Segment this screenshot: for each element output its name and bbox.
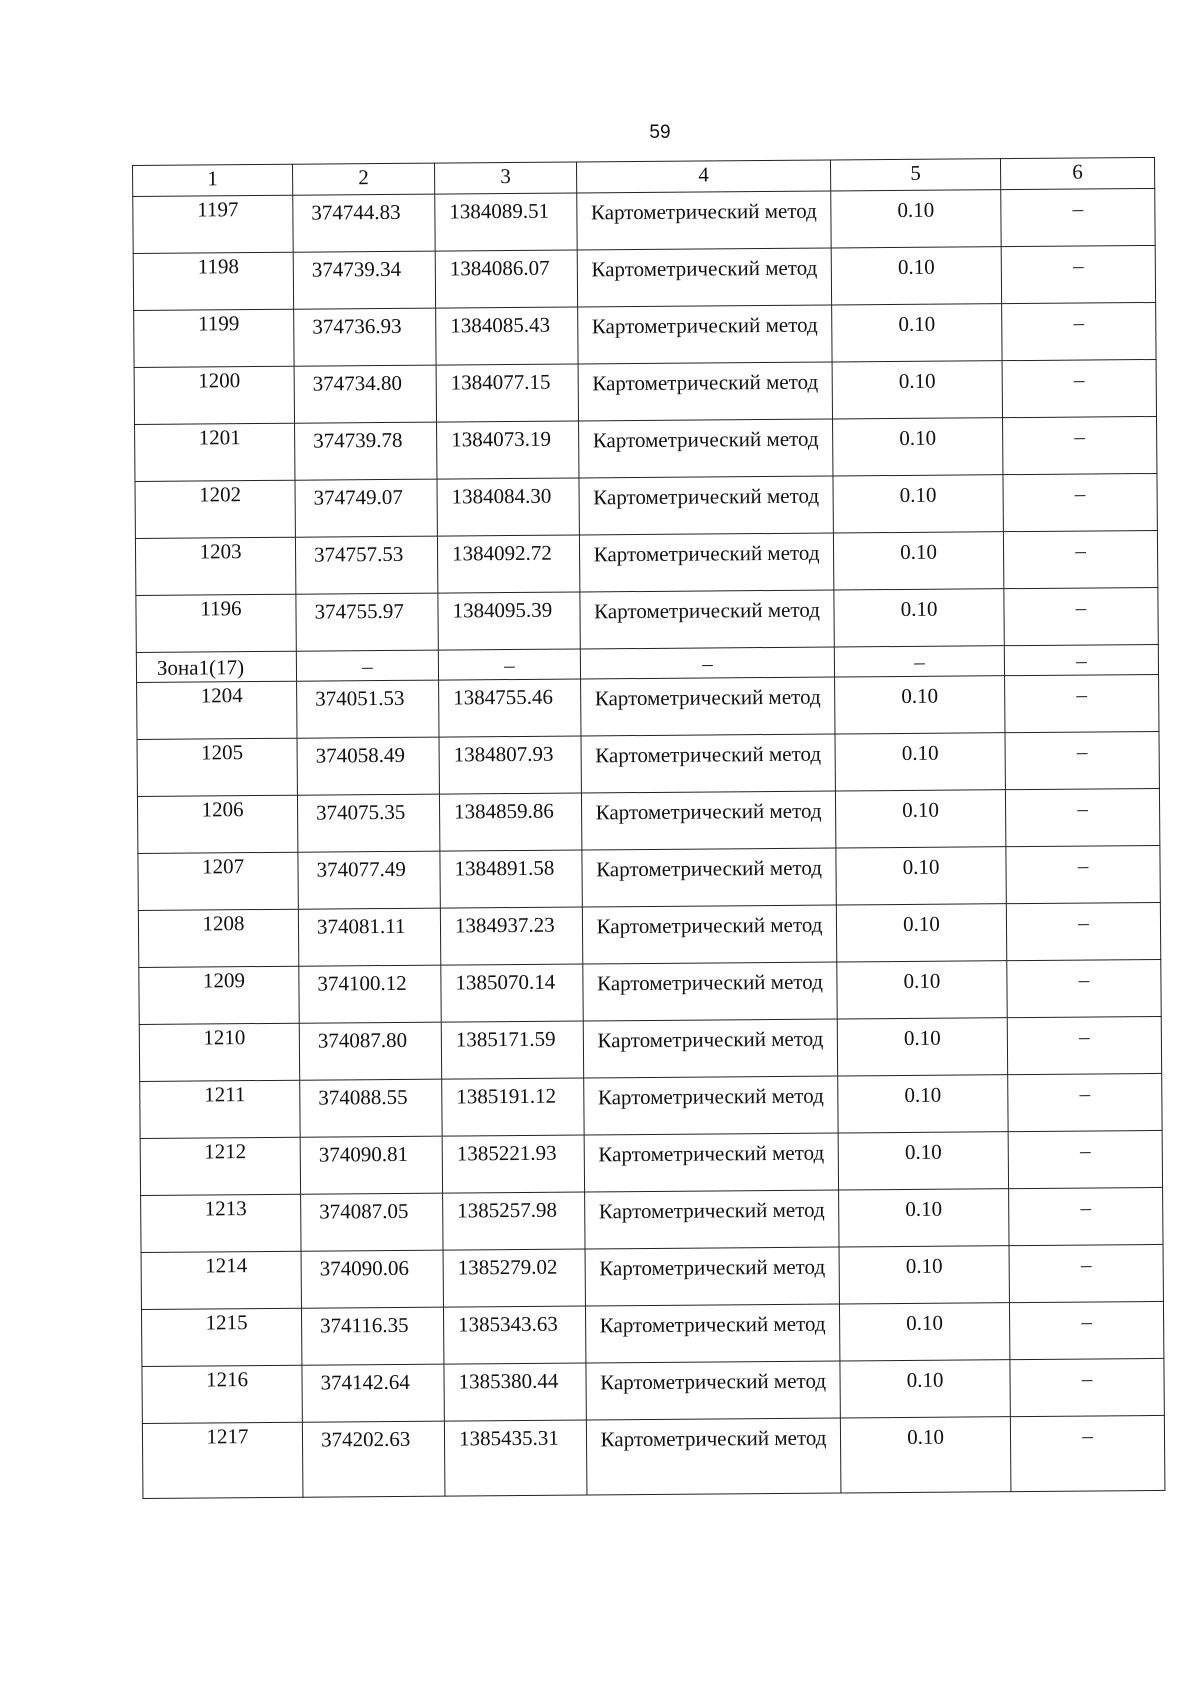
table-cell-c5: 0.10 <box>838 1132 1008 1190</box>
table-row <box>139 959 1161 1024</box>
table-cell-c5: 0.10 <box>838 1075 1008 1133</box>
table-body <box>133 188 1165 1498</box>
table-cell-c4: Картометрический метод <box>579 533 833 592</box>
table-cell-c4: Картометрический метод <box>577 248 831 307</box>
table-cell-c1: Зона1(17) <box>136 651 296 682</box>
table-cell-c5: 0.10 <box>833 532 1003 590</box>
table-cell-c5: 0.10 <box>835 676 1005 734</box>
table-cell-c2: 374736.93 <box>294 308 436 366</box>
table-cell-c4: Картометрический метод <box>585 1247 839 1306</box>
table-cell-c2: 374090.81 <box>300 1136 442 1194</box>
table-cell-c4: Картометрический метод <box>578 305 832 364</box>
table-cell-c5: 0.10 <box>833 418 1003 476</box>
header-cell-3: 3 <box>434 162 576 194</box>
table-cell-c4: Картометрический метод <box>583 962 837 1021</box>
table-cell-c6: – <box>1005 674 1159 732</box>
table-cell-c3: – <box>438 649 580 680</box>
table-cell-c4: Картометрический метод <box>581 677 835 736</box>
table-cell-c3: 1385171.59 <box>441 1021 583 1079</box>
table-row <box>141 1187 1163 1252</box>
table-cell-c6: – <box>1006 845 1160 903</box>
table-cell-c1: 1214 <box>141 1251 301 1309</box>
table-cell-c2: 374088.55 <box>300 1079 442 1137</box>
table-cell-c3: 1384859.86 <box>439 793 581 851</box>
table-row <box>136 587 1158 652</box>
table-cell-c4: Картометрический метод <box>585 1190 839 1249</box>
table-cell-c4: Картометрический метод <box>586 1418 841 1495</box>
table-row <box>135 416 1157 481</box>
page-number: 59 <box>649 122 671 143</box>
table-row <box>135 473 1157 538</box>
table-cell-c3: 1385070.14 <box>441 964 583 1022</box>
header-cell-4: 4 <box>576 160 830 193</box>
table-row <box>141 1301 1163 1366</box>
table-cell-c3: 1384073.19 <box>437 421 579 479</box>
table-cell-c1: 1197 <box>133 195 293 253</box>
table-cell-c1: 1196 <box>136 594 296 652</box>
table-cell-c1: 1204 <box>137 681 297 739</box>
table-cell-c1: 1216 <box>142 1365 302 1423</box>
table-cell-c4: Картометрический метод <box>582 905 836 964</box>
table-cell-c1: 1203 <box>135 537 295 595</box>
table-cell-c1: 1202 <box>135 480 295 538</box>
table-cell-c4: Картометрический метод <box>582 848 836 907</box>
table-cell-c6: – <box>1010 1358 1164 1416</box>
table-row <box>134 302 1156 367</box>
table-row <box>142 1415 1165 1498</box>
table-cell-c5: 0.10 <box>837 961 1007 1019</box>
table-cell-c5: 0.10 <box>836 904 1006 962</box>
table-cell-c3: 1384095.39 <box>438 592 580 650</box>
table-cell-c6: – <box>1007 959 1161 1017</box>
table-cell-c1: 1200 <box>134 366 294 424</box>
table-cell-c3: 1384086.07 <box>435 250 577 308</box>
table-cell-c1: 1215 <box>141 1308 301 1366</box>
table-cell-c2: 374744.83 <box>293 194 435 252</box>
table-cell-c2: 374051.53 <box>297 680 439 738</box>
table-cell-c3: 1384085.43 <box>436 307 578 365</box>
table-row <box>137 788 1159 853</box>
table-row <box>138 845 1160 910</box>
header-cell-5: 5 <box>830 159 1000 191</box>
table-cell-c4: Картометрический метод <box>580 590 834 649</box>
table-cell-c3: 1385257.98 <box>443 1192 585 1250</box>
table-cell-c3: 1385279.02 <box>443 1249 585 1307</box>
table-cell-c4: Картометрический метод <box>583 1019 837 1078</box>
table-cell-c5: 0.10 <box>840 1417 1011 1493</box>
table-cell-c4: Картометрический метод <box>579 419 833 478</box>
table-cell-c3: 1384807.93 <box>439 736 581 794</box>
table-cell-c6: – <box>1005 788 1159 846</box>
table-cell-c4: Картометрический метод <box>578 362 832 421</box>
table-cell-c4: – <box>580 647 834 679</box>
table-cell-c3: 1384092.72 <box>437 535 579 593</box>
table-cell-c5: 0.10 <box>839 1246 1009 1304</box>
table-cell-c1: 1207 <box>138 852 298 910</box>
table-row <box>133 188 1155 253</box>
table-cell-c6: – <box>1002 359 1156 417</box>
table-cell-c6: – <box>1009 1244 1163 1302</box>
table-row <box>135 530 1157 595</box>
table-cell-c5: 0.10 <box>832 304 1002 362</box>
table-cell-c3: 1384937.23 <box>440 907 582 965</box>
table-cell-c2: 374739.34 <box>293 251 435 309</box>
table-row <box>134 359 1156 424</box>
table-cell-c3: 1385191.12 <box>442 1078 584 1136</box>
table-cell-c3: 1384755.46 <box>439 679 581 737</box>
table-cell-c4: Картометрический метод <box>577 191 831 250</box>
table-cell-c3: 1385343.63 <box>443 1306 585 1364</box>
table-cell-c5: 0.10 <box>835 733 1005 791</box>
table-cell-c5: 0.10 <box>839 1303 1009 1361</box>
table-cell-c1: 1208 <box>138 909 298 967</box>
table-cell-c2: 374058.49 <box>297 737 439 795</box>
table-cell-c1: 1199 <box>134 309 294 367</box>
table-cell-c2: 374087.80 <box>299 1022 441 1080</box>
table-cell-c6: – <box>1008 1130 1162 1188</box>
table-row <box>141 1244 1163 1309</box>
table-cell-c3: 1384089.51 <box>435 193 577 251</box>
table-cell-c2: 374757.53 <box>295 536 437 594</box>
table-cell-c3: 1385221.93 <box>442 1135 584 1193</box>
table-cell-c4: Картометрический метод <box>581 734 835 793</box>
table-cell-c5: 0.10 <box>832 361 1002 419</box>
table-cell-c2: 374087.05 <box>301 1193 443 1251</box>
table-cell-c5: 0.10 <box>837 1018 1007 1076</box>
table-cell-c1: 1211 <box>140 1080 300 1138</box>
table-cell-c2: 374116.35 <box>301 1307 443 1365</box>
table-cell-c2: – <box>296 650 438 681</box>
table-cell-c2: 374100.12 <box>299 965 441 1023</box>
table-cell-c6: – <box>1003 530 1157 588</box>
header-cell-1: 1 <box>133 164 293 196</box>
table-cell-c6: – <box>1009 1187 1163 1245</box>
table-row <box>142 1358 1164 1423</box>
table-cell-c2: 374755.97 <box>296 593 438 651</box>
table-cell-c3: 1385435.31 <box>444 1420 587 1496</box>
table-cell-c5: 0.10 <box>839 1189 1009 1247</box>
table-cell-c5: 0.10 <box>840 1360 1010 1418</box>
header-cell-2: 2 <box>292 163 434 195</box>
table-cell-c1: 1217 <box>142 1422 303 1498</box>
table-cell-c6: – <box>1004 587 1158 645</box>
table-cell-c2: 374077.49 <box>298 851 440 909</box>
table-row <box>140 1073 1162 1138</box>
table-cell-c1: 1198 <box>133 252 293 310</box>
table-cell-c3: 1384891.58 <box>440 850 582 908</box>
table-cell-c2: 374090.06 <box>301 1250 443 1308</box>
table-cell-c5: 0.10 <box>833 475 1003 533</box>
table-cell-c4: Картометрический метод <box>584 1133 838 1192</box>
table-cell-c4: Картометрический метод <box>581 791 835 850</box>
table-cell-c3: 1384084.30 <box>437 478 579 536</box>
table-cell-c5: 0.10 <box>834 589 1004 647</box>
table-cell-c6: – <box>1004 644 1158 675</box>
table-cell-c4: Картометрический метод <box>579 476 833 535</box>
table-cell-c2: 374075.35 <box>297 794 439 852</box>
table-row <box>137 731 1159 796</box>
table-cell-c1: 1212 <box>140 1137 300 1195</box>
table-cell-c1: 1209 <box>139 966 299 1024</box>
table-cell-c2: 374734.80 <box>294 365 436 423</box>
table-cell-c4: Картометрический метод <box>585 1304 839 1363</box>
table-cell-c3: 1385380.44 <box>444 1363 586 1421</box>
table-row <box>138 902 1160 967</box>
table-cell-c6: – <box>1009 1301 1163 1359</box>
table-cell-c6: – <box>1002 302 1156 360</box>
table-cell-c4: Картометрический метод <box>586 1361 840 1420</box>
table-cell-c6: – <box>1010 1415 1165 1491</box>
table-row <box>133 245 1155 310</box>
table-cell-c6: – <box>1007 1016 1161 1074</box>
table-cell-c3: 1384077.15 <box>436 364 578 422</box>
table-cell-c2: 374739.78 <box>295 422 437 480</box>
table-row <box>139 1016 1161 1081</box>
table-cell-c5: 0.10 <box>831 190 1001 248</box>
table-cell-c2: 374142.64 <box>302 1364 444 1422</box>
table-cell-c5: – <box>834 646 1004 677</box>
table-cell-c6: – <box>1001 188 1155 246</box>
table-cell-c2: 374081.11 <box>298 908 440 966</box>
table-cell-c6: – <box>1008 1073 1162 1131</box>
table-cell-c6: – <box>1005 731 1159 789</box>
table-row <box>140 1130 1162 1195</box>
table-row <box>137 674 1159 739</box>
table-cell-c1: 1210 <box>139 1023 299 1081</box>
table-cell-c6: – <box>1003 416 1157 474</box>
table-cell-c2: 374749.07 <box>295 479 437 537</box>
table-cell-c2: 374202.63 <box>302 1421 445 1497</box>
table-cell-c4: Картометрический метод <box>584 1076 838 1135</box>
table-cell-c6: – <box>1003 473 1157 531</box>
table-cell-c5: 0.10 <box>836 847 1006 905</box>
table-cell-c1: 1205 <box>137 738 297 796</box>
table-cell-c6: – <box>1001 245 1155 303</box>
table-cell-c1: 1206 <box>137 795 297 853</box>
header-cell-6: 6 <box>1000 157 1154 189</box>
table-cell-c1: 1213 <box>141 1194 301 1252</box>
table-cell-c1: 1201 <box>135 423 295 481</box>
coordinates-table <box>132 157 1165 1499</box>
table-cell-c5: 0.10 <box>831 247 1001 305</box>
table-cell-c6: – <box>1006 902 1160 960</box>
table-cell-c5: 0.10 <box>835 790 1005 848</box>
